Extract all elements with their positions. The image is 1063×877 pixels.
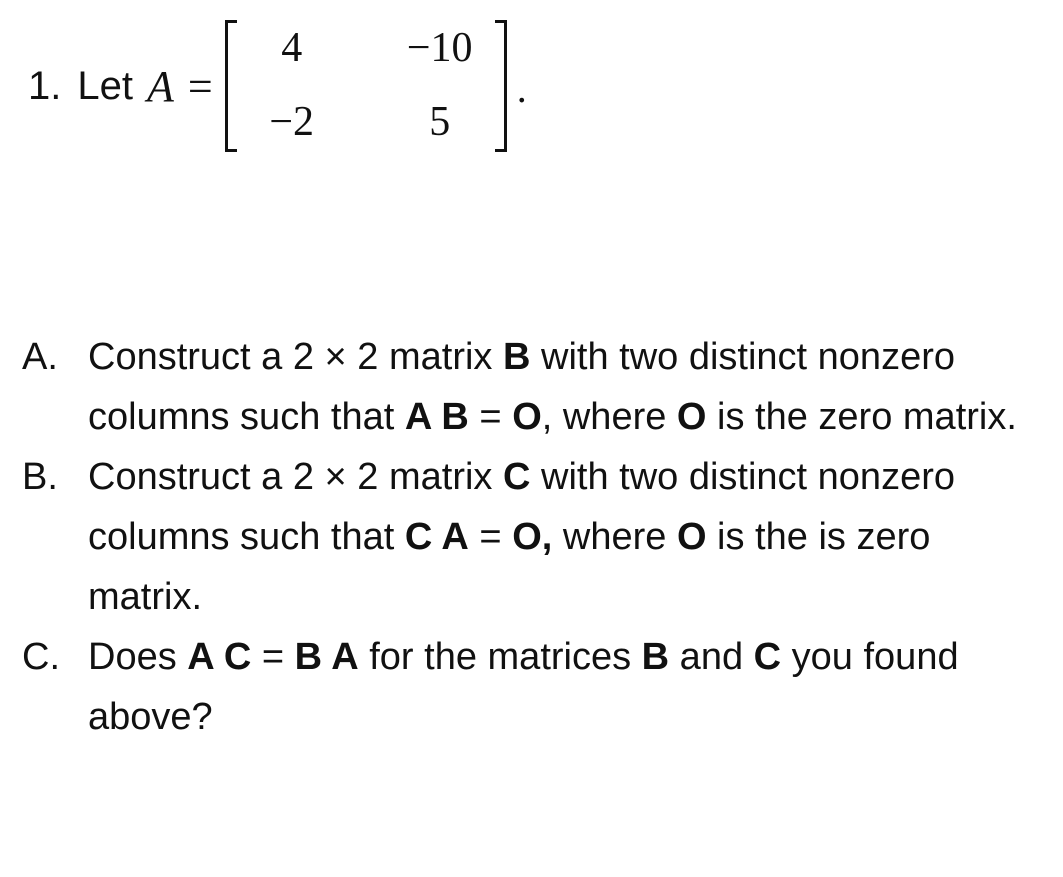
part-label: A. bbox=[22, 336, 58, 378]
part-label: C. bbox=[22, 636, 60, 678]
part-text: Does A C = B A for the matrices B and C you found above? bbox=[88, 636, 959, 738]
part-c bbox=[22, 627, 1052, 747]
part-text: Construct a 2 × 2 matrix B with two distinct nonzero columns such that A B = O, where O is the zero matrix. bbox=[88, 336, 1017, 438]
statement-period: . bbox=[516, 65, 527, 111]
right-bracket bbox=[495, 20, 507, 152]
question-parts bbox=[22, 327, 1052, 747]
matrix-a bbox=[225, 16, 507, 156]
problem-number: 1. bbox=[28, 63, 62, 108]
let-text: Let bbox=[77, 63, 133, 108]
matrix-cell-r2c2: 5 bbox=[429, 99, 451, 145]
part-a bbox=[22, 327, 1052, 447]
matrix-cell-r1c2: −10 bbox=[406, 25, 473, 71]
left-bracket bbox=[225, 20, 237, 152]
matrix-cell-r1c1: 4 bbox=[281, 25, 303, 71]
problem-statement bbox=[28, 16, 527, 156]
matrix-cell-r2c1: −2 bbox=[269, 99, 315, 145]
matrix-variable: A bbox=[146, 61, 174, 111]
part-text: Construct a 2 × 2 matrix C with two distinct nonzero columns such that C A = O, where O is the is zero matrix. bbox=[88, 456, 955, 618]
part-b bbox=[22, 447, 1052, 627]
equals-sign: = bbox=[187, 61, 213, 111]
part-label: B. bbox=[22, 456, 58, 498]
